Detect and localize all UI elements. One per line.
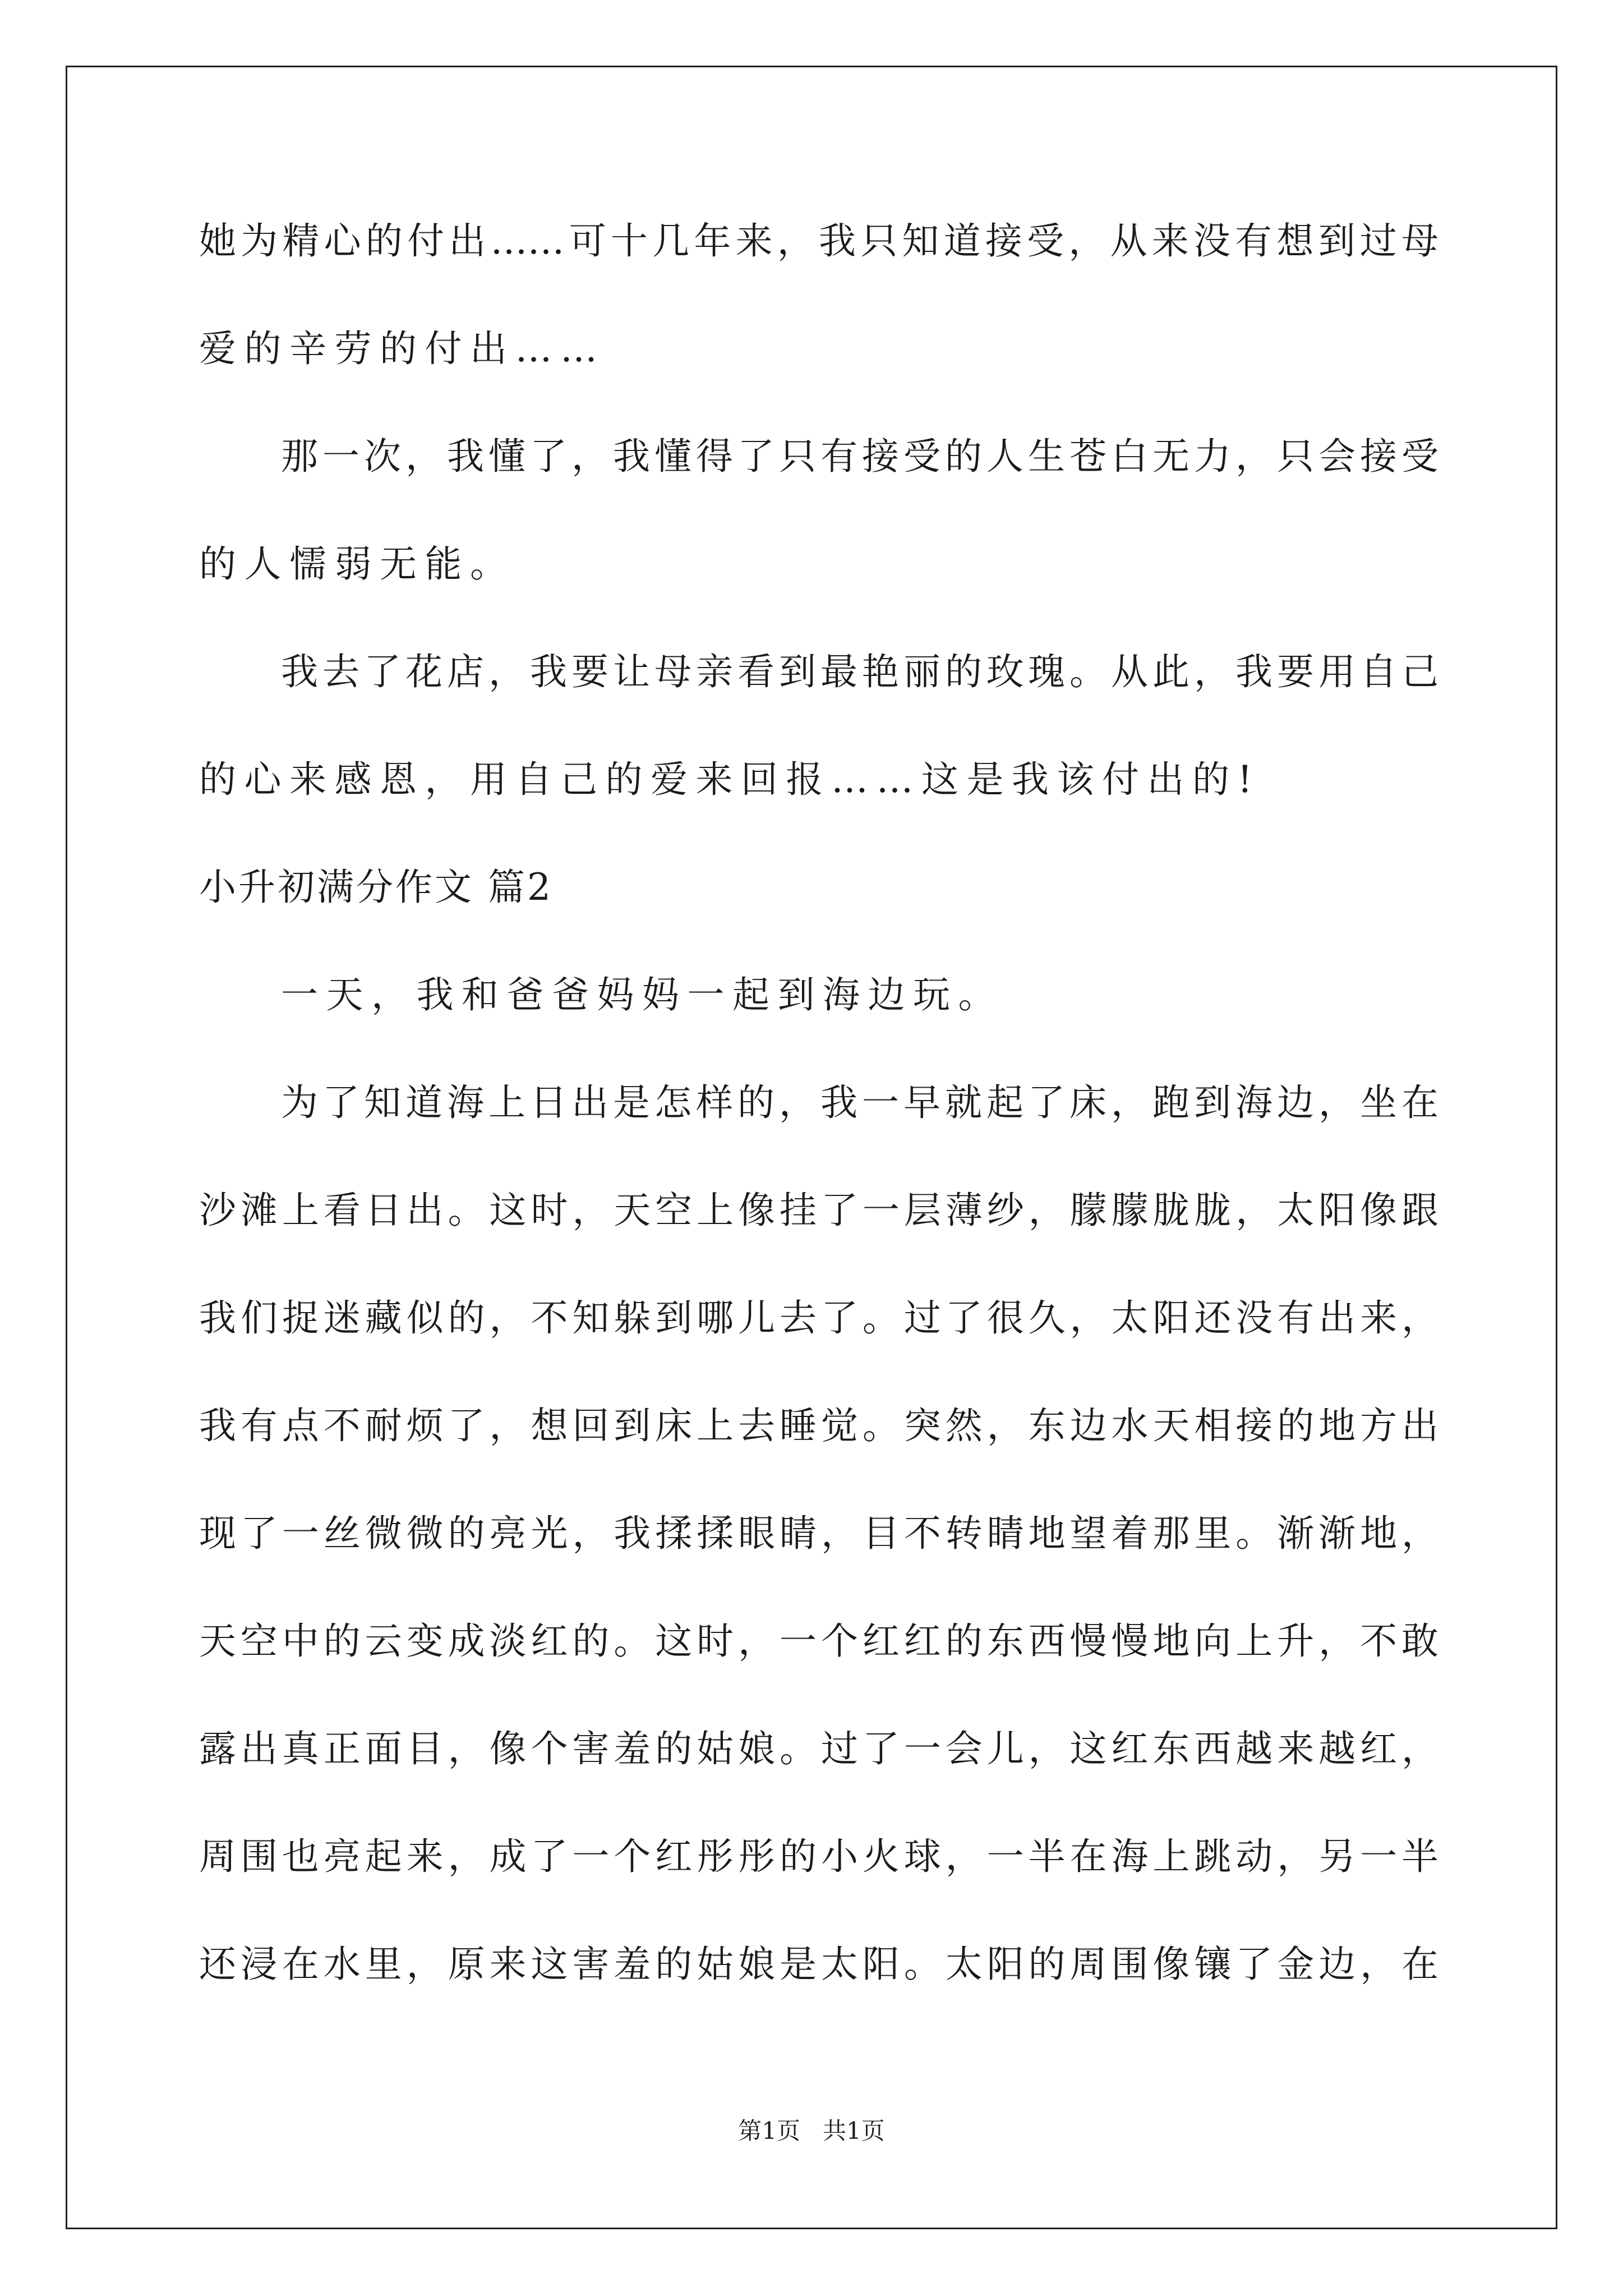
paragraph-line: 那一次，我懂了，我懂得了只有接受的人生苍白无力，只会接受 xyxy=(281,435,1438,478)
paragraph-line: 我们捉迷藏似的，不知躲到哪儿去了。过了很久，太阳还没有出来， xyxy=(199,1296,1438,1340)
paragraph-line: 沙滩上看日出。这时，天空上像挂了一层薄纱，朦朦胧胧，太阳像跟 xyxy=(199,1189,1438,1232)
page-number-footer: 第1页 共1页 xyxy=(738,2117,885,2145)
paragraph-line: 她为精心的付出……可十几年来，我只知道接受，从来没有想到过母 xyxy=(199,219,1438,263)
paragraph-line: 的人懦弱无能。 xyxy=(199,542,515,586)
document-body xyxy=(199,213,1438,2044)
paragraph-line: 爱的辛劳的付出…… xyxy=(199,327,606,370)
section-heading: 小升初满分作文 篇2 xyxy=(199,866,553,909)
paragraph-line: 周围也亮起来，成了一个红彤彤的小火球，一半在海上跳动，另一半 xyxy=(199,1835,1438,1878)
paragraph-line: 一天，我和爸爸妈妈一起到海边玩。 xyxy=(281,973,1003,1016)
paragraph-line: 的心来感恩，用自己的爱来回报……这是我该付出的! xyxy=(199,758,1261,801)
paragraph-line: 我有点不耐烦了，想回到床上去睡觉。突然，东边水天相接的地方出 xyxy=(199,1404,1438,1447)
paragraph-line: 我去了花店，我要让母亲看到最艳丽的玫瑰。从此，我要用自己 xyxy=(281,650,1438,693)
paragraph-line: 现了一丝微微的亮光，我揉揉眼睛，目不转睛地望着那里。渐渐地， xyxy=(199,1512,1438,1555)
paragraph-line: 天空中的云变成淡红的。这时，一个红红的东西慢慢地向上升，不敢 xyxy=(199,1619,1438,1663)
paragraph-line: 为了知道海上日出是怎样的，我一早就起了床，跑到海边，坐在 xyxy=(281,1081,1438,1124)
paragraph-line: 还浸在水里，原来这害羞的姑娘是太阳。太阳的周围像镶了金边，在 xyxy=(199,1943,1438,1986)
paragraph-line: 露出真正面目，像个害羞的姑娘。过了一会儿，这红东西越来越红， xyxy=(199,1727,1438,1770)
